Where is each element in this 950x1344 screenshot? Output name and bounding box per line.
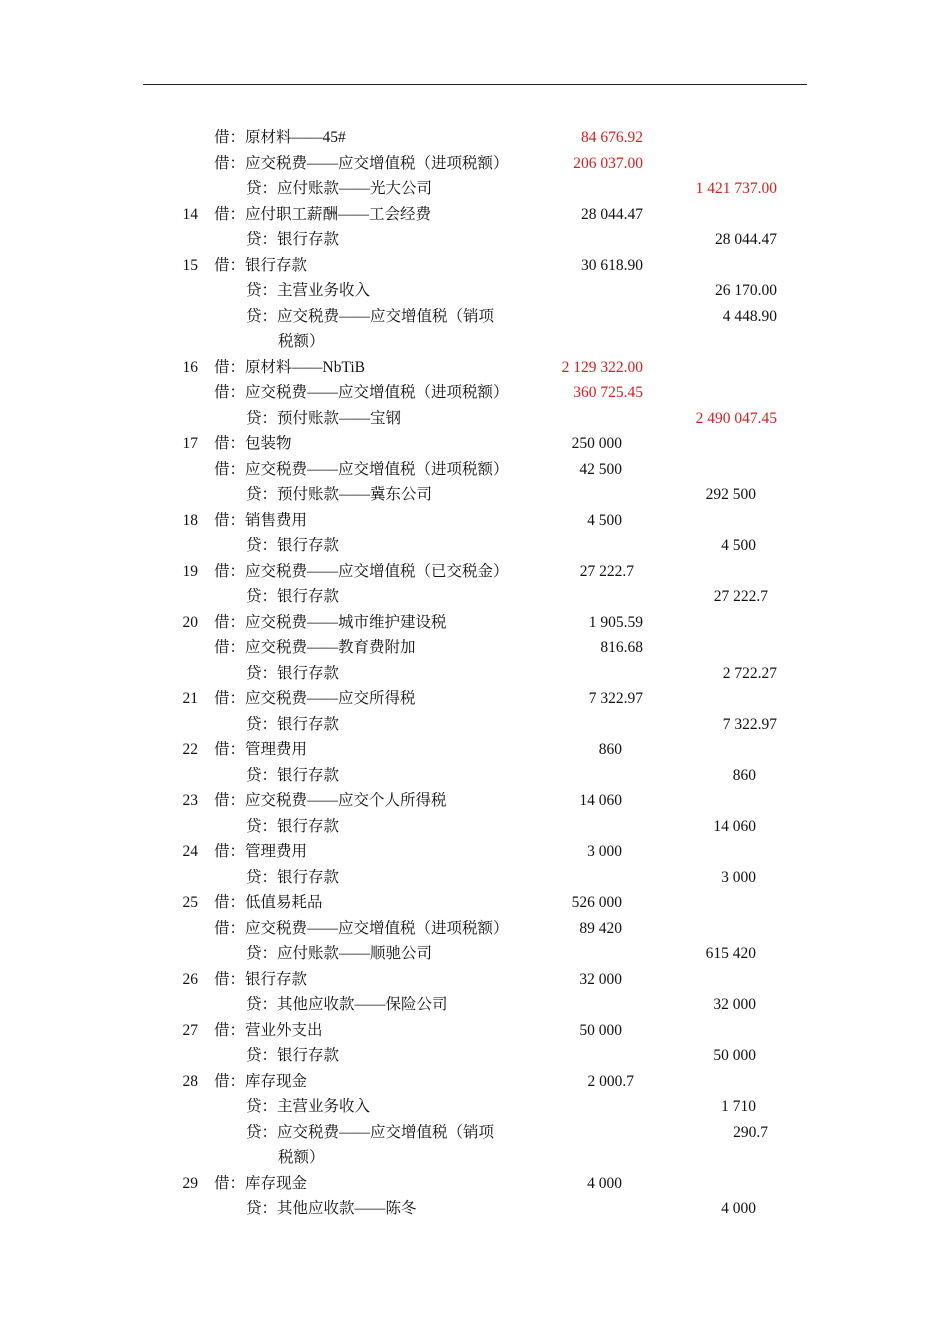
debit-account: 借：应付职工薪酬——工会经费 bbox=[214, 205, 432, 223]
debit-account: 借：应交税费——应交个人所得税 bbox=[214, 792, 447, 809]
journal-row bbox=[0, 712, 950, 738]
debit-account: 借：应交税费——应交增值税（已交税金） bbox=[214, 562, 509, 580]
credit-amount: 2 490 047.45 bbox=[695, 409, 777, 427]
journal-row bbox=[0, 1043, 950, 1069]
journal-row bbox=[0, 380, 950, 406]
entry-number: 21 bbox=[182, 690, 198, 707]
entry-number: 25 bbox=[182, 894, 198, 911]
credit-account: 贷：预付账款——冀东公司 bbox=[246, 486, 433, 503]
journal-row bbox=[0, 737, 950, 763]
credit-account: 贷：银行存款 bbox=[246, 868, 340, 886]
journal-row bbox=[0, 1120, 950, 1146]
journal-row bbox=[0, 125, 950, 151]
debit-account: 借：应交税费——应交增值税（进项税额） bbox=[214, 154, 509, 172]
debit-account: 借：管理费用 bbox=[214, 843, 308, 860]
credit-account: 贷：主营业务收入 bbox=[246, 282, 371, 299]
debit-account: 借：低值易耗品 bbox=[214, 894, 323, 911]
credit-amount: 1 710 bbox=[721, 1098, 756, 1115]
journal-row bbox=[0, 278, 950, 304]
debit-account: 借：原材料——45# bbox=[214, 129, 346, 146]
debit-account: 借：银行存款 bbox=[214, 970, 308, 988]
journal-row bbox=[0, 916, 950, 942]
entry-number: 26 bbox=[182, 970, 198, 988]
journal-row bbox=[0, 610, 950, 636]
credit-account: 贷：银行存款 bbox=[246, 231, 340, 248]
journal-row bbox=[0, 1069, 950, 1095]
debit-amount: 2 000.7 bbox=[587, 1072, 634, 1090]
debit-account: 借：库存现金 bbox=[214, 1174, 308, 1192]
account-continuation: 税额） bbox=[278, 1149, 325, 1166]
entry-number: 28 bbox=[182, 1072, 198, 1090]
credit-amount: 860 bbox=[732, 766, 756, 784]
journal-row bbox=[0, 941, 950, 967]
credit-amount: 7 322.97 bbox=[722, 715, 777, 733]
debit-account: 借：库存现金 bbox=[214, 1072, 308, 1090]
entry-number: 17 bbox=[182, 435, 198, 452]
entry-number: 14 bbox=[182, 205, 198, 223]
journal-row bbox=[0, 1018, 950, 1044]
debit-amount: 3 000 bbox=[587, 843, 622, 860]
debit-amount: 42 500 bbox=[579, 460, 622, 478]
credit-amount: 26 170.00 bbox=[715, 282, 777, 299]
debit-amount: 32 000 bbox=[579, 970, 622, 988]
journal-row bbox=[0, 406, 950, 432]
debit-amount: 27 222.7 bbox=[579, 562, 634, 580]
header-rule bbox=[143, 84, 807, 85]
debit-amount: 360 725.45 bbox=[573, 384, 643, 401]
debit-account: 借：应交税费——教育费附加 bbox=[214, 639, 416, 656]
debit-account: 借：包装物 bbox=[214, 435, 292, 452]
entry-number: 27 bbox=[182, 1021, 198, 1039]
debit-account: 借：银行存款 bbox=[214, 256, 308, 274]
credit-account: 贷：银行存款 bbox=[246, 1047, 340, 1064]
credit-account: 贷：银行存款 bbox=[246, 664, 340, 682]
debit-amount: 526 000 bbox=[571, 894, 622, 911]
debit-account: 借：应交税费——应交增值税（进项税额） bbox=[214, 384, 509, 401]
credit-amount: 2 722.27 bbox=[722, 664, 777, 682]
debit-account: 借：原材料——NbTiB bbox=[214, 358, 366, 376]
credit-amount: 290.7 bbox=[733, 1123, 768, 1141]
debit-amount: 4 000 bbox=[587, 1174, 622, 1192]
entry-number: 29 bbox=[182, 1174, 198, 1192]
credit-account: 贷：其他应收款——陈冬 bbox=[246, 1200, 417, 1217]
debit-account: 借：销售费用 bbox=[214, 511, 308, 529]
journal-row bbox=[0, 559, 950, 585]
journal-row bbox=[0, 1094, 950, 1120]
credit-account: 贷：主营业务收入 bbox=[246, 1098, 371, 1115]
journal-row bbox=[0, 839, 950, 865]
credit-amount: 50 000 bbox=[713, 1047, 756, 1064]
journal-row bbox=[0, 788, 950, 814]
journal-row bbox=[0, 533, 950, 559]
journal-row bbox=[0, 457, 950, 483]
entry-number: 20 bbox=[182, 613, 198, 631]
journal-entries bbox=[0, 125, 950, 1222]
journal-row bbox=[0, 176, 950, 202]
entry-number: 16 bbox=[182, 358, 198, 376]
entry-number: 19 bbox=[182, 562, 198, 580]
debit-amount: 7 322.97 bbox=[588, 690, 643, 707]
debit-amount: 816.68 bbox=[600, 639, 643, 656]
credit-account: 贷：应付账款——光大公司 bbox=[246, 180, 433, 197]
entry-number: 24 bbox=[182, 843, 198, 860]
credit-amount: 615 420 bbox=[705, 945, 756, 962]
credit-amount: 4 000 bbox=[721, 1200, 756, 1217]
account-continuation: 税额） bbox=[278, 333, 325, 350]
debit-amount: 250 000 bbox=[571, 435, 622, 452]
debit-amount: 2 129 322.00 bbox=[561, 358, 643, 376]
credit-amount: 4 500 bbox=[721, 537, 756, 554]
journal-row bbox=[0, 686, 950, 712]
credit-account: 贷：预付账款——宝钢 bbox=[246, 409, 402, 427]
debit-account: 借：营业外支出 bbox=[214, 1021, 323, 1039]
journal-row bbox=[0, 304, 950, 330]
debit-account: 借：应交税费——应交增值税（进项税额） bbox=[214, 460, 509, 478]
credit-amount: 14 060 bbox=[713, 817, 756, 835]
journal-row bbox=[0, 865, 950, 891]
journal-row bbox=[0, 431, 950, 457]
journal-row bbox=[0, 1171, 950, 1197]
journal-row bbox=[0, 584, 950, 610]
debit-amount: 89 420 bbox=[579, 919, 622, 937]
debit-amount: 860 bbox=[598, 741, 622, 758]
credit-account: 贷：银行存款 bbox=[246, 766, 340, 784]
credit-account: 贷：银行存款 bbox=[246, 715, 340, 733]
credit-account: 贷：其他应收款——保险公司 bbox=[246, 996, 448, 1013]
journal-row bbox=[0, 202, 950, 228]
credit-account: 贷：银行存款 bbox=[246, 537, 340, 554]
journal-row bbox=[0, 329, 950, 355]
journal-row bbox=[0, 227, 950, 253]
debit-account: 借：应交税费——应交增值税（进项税额） bbox=[214, 919, 509, 937]
debit-amount: 1 905.59 bbox=[588, 613, 643, 631]
debit-amount: 84 676.92 bbox=[581, 129, 643, 146]
credit-amount: 28 044.47 bbox=[715, 231, 777, 248]
debit-account: 借：管理费用 bbox=[214, 741, 308, 758]
credit-amount: 4 448.90 bbox=[722, 307, 777, 325]
credit-amount: 3 000 bbox=[721, 868, 756, 886]
debit-amount: 50 000 bbox=[579, 1021, 622, 1039]
debit-amount: 30 618.90 bbox=[581, 256, 643, 274]
journal-row bbox=[0, 1145, 950, 1171]
journal-row bbox=[0, 992, 950, 1018]
journal-row bbox=[0, 1196, 950, 1222]
credit-account: 贷：银行存款 bbox=[246, 817, 340, 835]
journal-row bbox=[0, 967, 950, 993]
journal-row bbox=[0, 763, 950, 789]
entry-number: 15 bbox=[182, 256, 198, 274]
entry-number: 23 bbox=[182, 792, 198, 809]
journal-row bbox=[0, 355, 950, 381]
journal-row bbox=[0, 151, 950, 177]
journal-row bbox=[0, 661, 950, 687]
credit-amount: 292 500 bbox=[705, 486, 756, 503]
entry-number: 18 bbox=[182, 511, 198, 529]
journal-row bbox=[0, 482, 950, 508]
debit-amount: 14 060 bbox=[579, 792, 622, 809]
debit-account: 借：应交税费——应交所得税 bbox=[214, 690, 416, 707]
journal-row bbox=[0, 814, 950, 840]
credit-account: 贷：应交税费——应交增值税（销项 bbox=[246, 307, 495, 325]
entry-number: 22 bbox=[182, 741, 198, 758]
journal-row bbox=[0, 890, 950, 916]
debit-amount: 28 044.47 bbox=[581, 205, 643, 223]
debit-account: 借：应交税费——城市维护建设税 bbox=[214, 613, 447, 631]
credit-amount: 32 000 bbox=[713, 996, 756, 1013]
credit-account: 贷：应交税费——应交增值税（销项 bbox=[246, 1123, 495, 1141]
credit-account: 贷：银行存款 bbox=[246, 588, 340, 605]
debit-amount: 4 500 bbox=[587, 511, 622, 529]
journal-row bbox=[0, 253, 950, 279]
credit-amount: 1 421 737.00 bbox=[695, 180, 777, 197]
debit-amount: 206 037.00 bbox=[573, 154, 643, 172]
journal-row bbox=[0, 635, 950, 661]
credit-amount: 27 222.7 bbox=[713, 588, 768, 605]
journal-row bbox=[0, 508, 950, 534]
credit-account: 贷：应付账款——顺驰公司 bbox=[246, 945, 433, 962]
